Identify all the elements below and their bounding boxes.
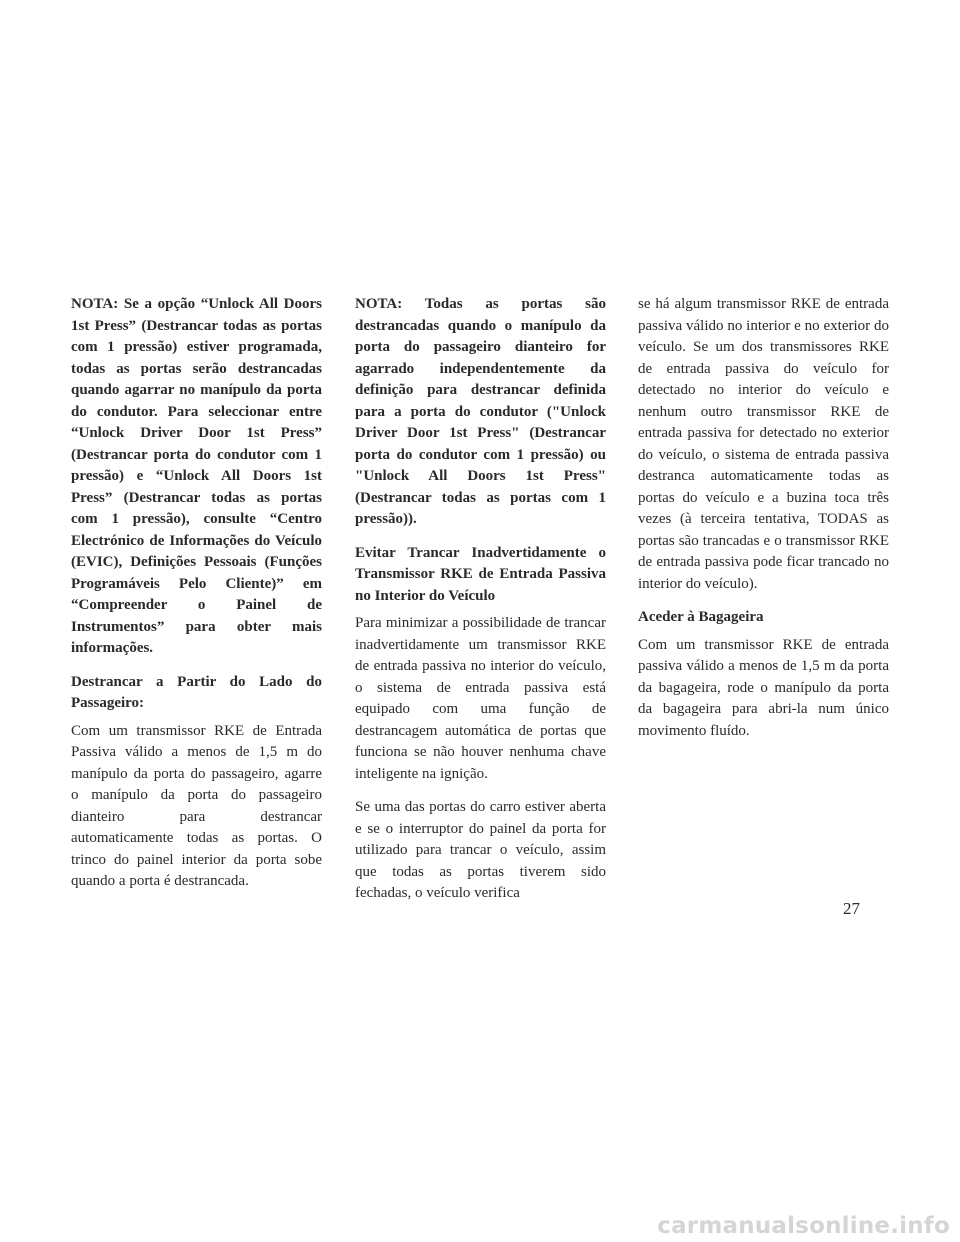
heading-avoid-locking-transmitter: Evitar Trancar Inadvertidamente o Transmissor RKE de Entrada Passiva no Interior do Veículo (355, 544, 606, 604)
paragraph-trunk-access: Com um transmissor RKE de entrada passiva válido a menos de 1,5 m da porta da bagageira, rode o manípulo da porta da bagageira para abri-la num único movimento fluído. (638, 636, 889, 739)
page-number: 27 (843, 899, 860, 918)
paragraph-door-open-check: Se uma das portas do carro estiver aberta e se o interruptor do painel da porta for utilizado para trancar o veículo, assim que todas as portas tiverem sido fechadas, o veículo verifica (355, 799, 606, 901)
paragraph-passenger-side-unlock: Com um transmissor RKE de Entrada Passiva válido a menos de 1,5 m do manípulo da porta do passageiro, agarre o manípulo da porta do passageiro dianteiro para destrancar automaticamente todas as portas. O trinco do painel interior da porta sobe quando a porta é destrancada. (71, 722, 322, 889)
column-middle (355, 294, 606, 917)
paragraph-minimize-locking: Para minimizar a possibilidade de trancar inadvertidamente um transmissor RKE de entrada passiva no interior do veículo, o sistema de entrada passiva está equipado com uma função de destrancagem automática de portas que funciona se não houver nenhuma chave inteligente na ignição. (355, 615, 606, 782)
column-left (71, 294, 322, 905)
watermark: carmanualsonline.info (657, 1213, 950, 1239)
heading-access-trunk: Aceder à Bagageira (638, 609, 764, 625)
paragraph-continuation: se há algum transmissor RKE de entrada passiva válido no interior e no exterior do veículo. Se um dos transmissores RKE de entrada passiva do veículo for detectado no interior do veículo e nenhum outro transmissor RKE de entrada passiva for detectado no exterior do veículo, o sistema de entrada passiva destranca automaticamente todas as portas do veículo e a buzina toca três vezes (à terceira tentativa, TODAS as portas são trancadas e o transmissor RKE de entrada passiva pode ficar trancado no interior do veículo). (638, 296, 889, 592)
note-all-doors-unlocked: NOTA: Todas as portas são destrancadas quando o manípulo da porta do passageiro dianteiro for agarrado independentemente da definição para destrancar definida para a porta do condutor ("Unlock Driver Door 1st Press" (Destrancar porta do condutor com 1 pressão) ou "Unlock All Doors 1st Press" (Destrancar todas as portas com 1 pressão)). (355, 296, 606, 527)
note-unlock-all-doors: NOTA: Se a opção “Unlock All Doors 1st Press” (Destrancar todas as portas com 1 pressão) estiver programada, todas as portas serão destrancadas quando agarrar no manípulo da porta do condutor. Para seleccionar entre “Unlock Driver Door 1st Press” (Destrancar porta do condutor com 1 pressão) e “Unlock All Doors 1st Press” (Destrancar todas as portas com 1 pressão), consulte “Centro Electrónico de Informações do Veículo (EVIC), Definições Pessoais (Funções Programáveis Pelo Cliente)” em “Compreender o Painel de Instrumentos” para obter mais informações. (71, 296, 322, 656)
heading-unlock-passenger-side: Destrancar a Partir do Lado do Passageiro: (71, 673, 322, 711)
column-right (638, 294, 889, 754)
